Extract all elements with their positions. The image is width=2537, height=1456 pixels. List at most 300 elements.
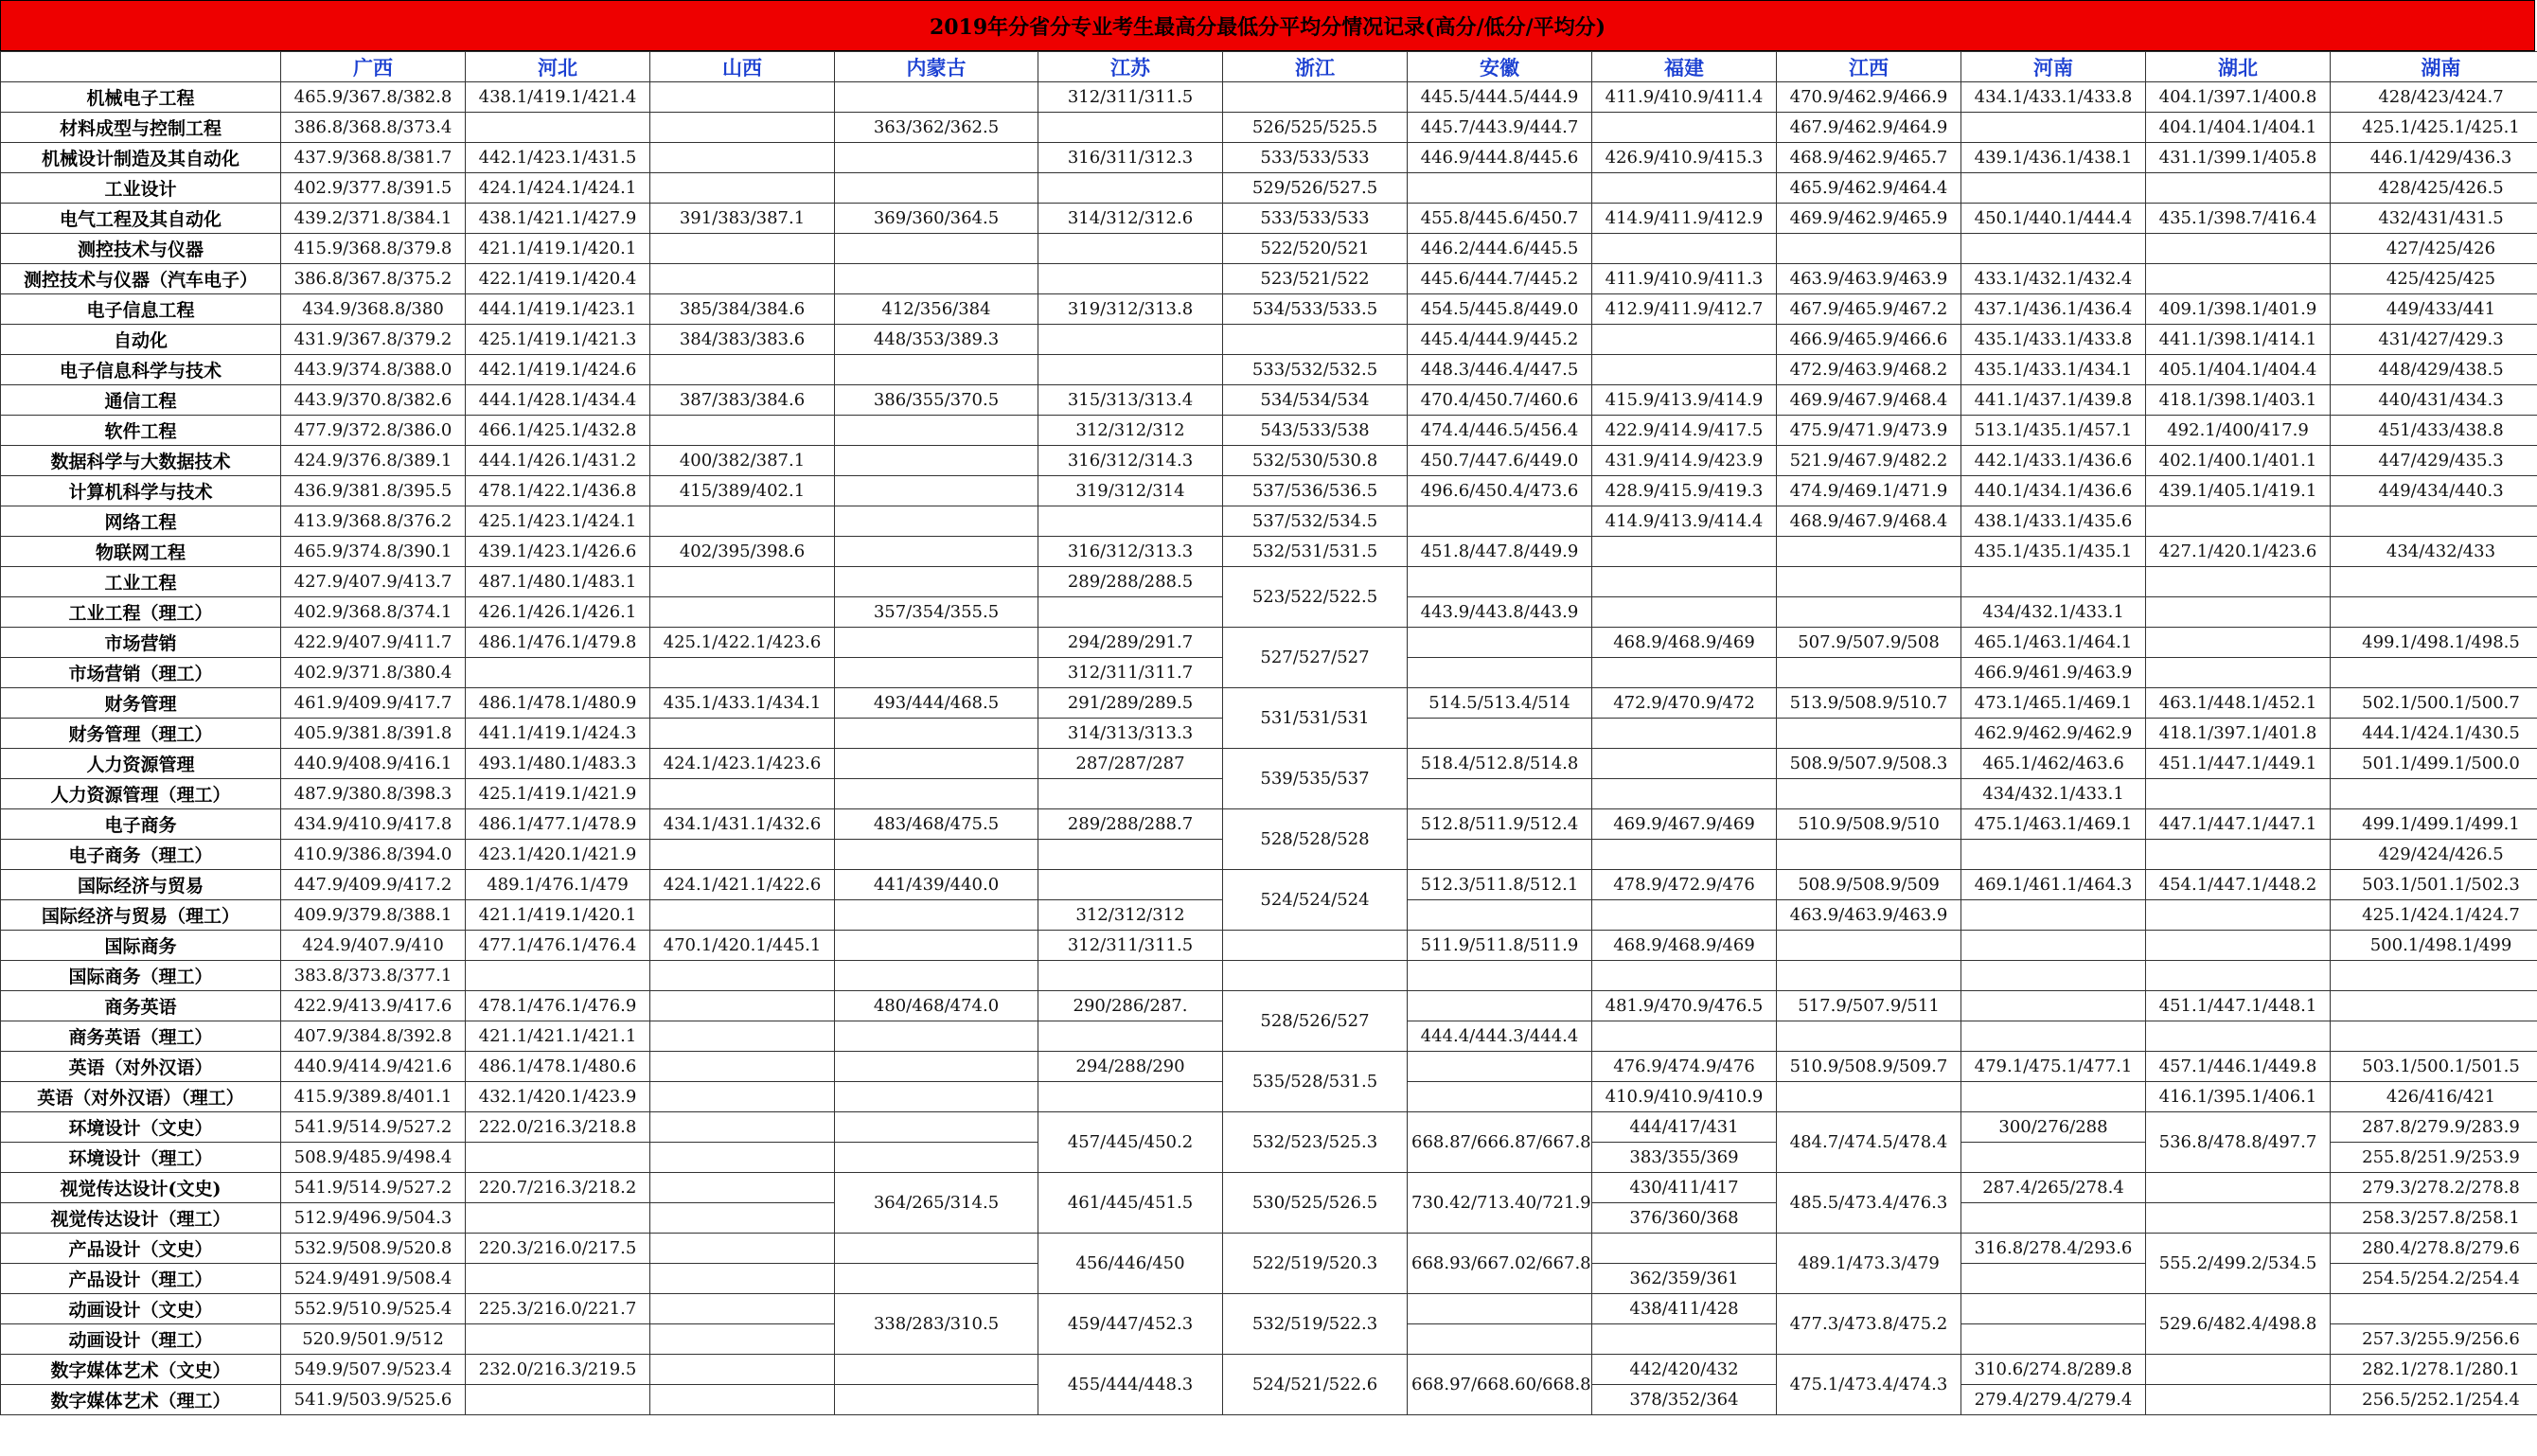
score-cell[interactable]: 486.1/476.1/479.8 xyxy=(466,628,650,658)
score-cell[interactable] xyxy=(1408,719,1592,749)
score-cell[interactable]: 465.1/463.1/464.1 xyxy=(1961,628,2146,658)
score-cell[interactable] xyxy=(650,1052,835,1082)
score-cell[interactable] xyxy=(1777,719,1961,749)
score-cell[interactable] xyxy=(1038,173,1223,204)
score-cell[interactable]: 391/383/387.1 xyxy=(650,204,835,234)
score-cell[interactable]: 425.1/425.1/425.1 xyxy=(2331,113,2537,143)
score-cell[interactable]: 279.3/278.2/278.8 xyxy=(2331,1173,2537,1203)
score-cell[interactable] xyxy=(466,113,650,143)
score-cell[interactable]: 508.9/507.9/508.3 xyxy=(1777,749,1961,779)
score-cell[interactable] xyxy=(2331,991,2537,1021)
score-cell[interactable] xyxy=(1408,1082,1592,1112)
score-cell[interactable] xyxy=(835,1143,1038,1173)
score-cell[interactable]: 314/313/313.3 xyxy=(1038,719,1223,749)
score-cell[interactable] xyxy=(835,567,1038,597)
score-cell[interactable]: 425.1/424.1/424.7 xyxy=(2331,900,2537,931)
score-cell[interactable]: 472.9/463.9/468.2 xyxy=(1777,355,1961,385)
score-cell[interactable] xyxy=(650,143,835,173)
score-cell[interactable]: 432/431/431.5 xyxy=(2331,204,2537,234)
score-cell[interactable] xyxy=(1408,658,1592,688)
score-cell[interactable]: 441.1/398.1/414.1 xyxy=(2146,325,2331,355)
score-cell[interactable]: 425/425/425 xyxy=(2331,264,2537,294)
score-cell[interactable]: 413.9/368.8/376.2 xyxy=(281,506,466,537)
score-cell[interactable]: 437.1/436.1/436.4 xyxy=(1961,294,2146,325)
score-cell[interactable]: 536.8/478.8/497.7 xyxy=(2146,1112,2331,1173)
major-name-cell[interactable]: 视觉传达设计(文史) xyxy=(1,1173,281,1203)
score-cell[interactable]: 469.9/462.9/465.9 xyxy=(1777,204,1961,234)
score-cell[interactable] xyxy=(2146,900,2331,931)
score-cell[interactable]: 316/311/312.3 xyxy=(1038,143,1223,173)
score-cell[interactable]: 477.9/372.8/386.0 xyxy=(281,416,466,446)
score-cell[interactable]: 384/383/383.6 xyxy=(650,325,835,355)
score-cell[interactable]: 291/289/289.5 xyxy=(1038,688,1223,719)
score-cell[interactable]: 500.1/498.1/499 xyxy=(2331,931,2537,961)
score-cell[interactable] xyxy=(835,749,1038,779)
major-name-cell[interactable]: 自动化 xyxy=(1,325,281,355)
score-cell[interactable]: 541.9/503.9/525.6 xyxy=(281,1385,466,1415)
score-cell[interactable]: 438/411/428 xyxy=(1592,1294,1777,1324)
score-cell[interactable] xyxy=(835,506,1038,537)
score-cell[interactable] xyxy=(2331,506,2537,537)
score-cell[interactable]: 444.1/419.1/423.1 xyxy=(466,294,650,325)
score-cell[interactable]: 512.3/511.8/512.1 xyxy=(1408,870,1592,900)
score-cell[interactable]: 465.9/462.9/464.4 xyxy=(1777,173,1961,204)
score-cell[interactable] xyxy=(466,1264,650,1294)
score-cell[interactable] xyxy=(835,173,1038,204)
score-cell[interactable]: 428.9/415.9/419.3 xyxy=(1592,476,1777,506)
score-cell[interactable]: 415.9/389.8/401.1 xyxy=(281,1082,466,1112)
score-cell[interactable]: 468.9/468.9/469 xyxy=(1592,931,1777,961)
score-cell[interactable]: 532/530/530.8 xyxy=(1223,446,1408,476)
score-cell[interactable]: 402.9/368.8/374.1 xyxy=(281,597,466,628)
score-cell[interactable]: 431/427/429.3 xyxy=(2331,325,2537,355)
score-cell[interactable]: 481.9/470.9/476.5 xyxy=(1592,991,1777,1021)
score-cell[interactable]: 510.9/508.9/510 xyxy=(1777,809,1961,840)
score-cell[interactable] xyxy=(1961,991,2146,1021)
score-cell[interactable]: 426.9/410.9/415.3 xyxy=(1592,143,1777,173)
score-cell[interactable] xyxy=(650,1082,835,1112)
score-cell[interactable]: 468.9/462.9/465.7 xyxy=(1777,143,1961,173)
major-name-cell[interactable]: 通信工程 xyxy=(1,385,281,416)
score-cell[interactable]: 449/433/441 xyxy=(2331,294,2537,325)
score-cell[interactable]: 454.1/447.1/448.2 xyxy=(2146,870,2331,900)
score-cell[interactable]: 290/286/287. xyxy=(1038,991,1223,1021)
score-cell[interactable]: 443.9/370.8/382.6 xyxy=(281,385,466,416)
major-name-cell[interactable]: 产品设计（理工） xyxy=(1,1264,281,1294)
score-cell[interactable]: 503.1/500.1/501.5 xyxy=(2331,1052,2537,1082)
score-cell[interactable] xyxy=(650,264,835,294)
score-cell[interactable]: 535/528/531.5 xyxy=(1223,1052,1408,1112)
score-cell[interactable]: 447.9/409.9/417.2 xyxy=(281,870,466,900)
score-cell[interactable] xyxy=(2146,961,2331,991)
score-cell[interactable] xyxy=(1961,173,2146,204)
province-header[interactable]: 湖南 xyxy=(2331,52,2537,82)
score-cell[interactable] xyxy=(1223,325,1408,355)
score-cell[interactable]: 421.1/421.1/421.1 xyxy=(466,1021,650,1052)
score-cell[interactable] xyxy=(1961,113,2146,143)
score-cell[interactable]: 489.1/476.1/479 xyxy=(466,870,650,900)
score-cell[interactable]: 443.9/443.8/443.9 xyxy=(1408,597,1592,628)
major-name-cell[interactable]: 产品设计（文史） xyxy=(1,1234,281,1264)
score-cell[interactable] xyxy=(1408,173,1592,204)
score-cell[interactable] xyxy=(835,537,1038,567)
score-cell[interactable]: 537/536/536.5 xyxy=(1223,476,1408,506)
score-cell[interactable] xyxy=(2331,1294,2537,1324)
score-cell[interactable]: 533/533/533 xyxy=(1223,143,1408,173)
score-cell[interactable] xyxy=(1592,1234,1777,1264)
major-name-cell[interactable]: 物联网工程 xyxy=(1,537,281,567)
score-cell[interactable] xyxy=(1038,840,1223,870)
score-cell[interactable]: 534/533/533.5 xyxy=(1223,294,1408,325)
score-cell[interactable]: 294/288/290 xyxy=(1038,1052,1223,1082)
score-cell[interactable]: 386/355/370.5 xyxy=(835,385,1038,416)
score-cell[interactable]: 414.9/413.9/414.4 xyxy=(1592,506,1777,537)
score-cell[interactable] xyxy=(2331,567,2537,597)
score-cell[interactable]: 402.1/400.1/401.1 xyxy=(2146,446,2331,476)
score-cell[interactable]: 468.9/467.9/468.4 xyxy=(1777,506,1961,537)
score-cell[interactable] xyxy=(835,628,1038,658)
score-cell[interactable]: 501.1/499.1/500.0 xyxy=(2331,749,2537,779)
score-cell[interactable]: 448/353/389.3 xyxy=(835,325,1038,355)
score-cell[interactable]: 496.6/450.4/473.6 xyxy=(1408,476,1592,506)
score-cell[interactable]: 220.7/216.3/218.2 xyxy=(466,1173,650,1203)
score-cell[interactable] xyxy=(1038,325,1223,355)
score-cell[interactable]: 541.9/514.9/527.2 xyxy=(281,1173,466,1203)
score-cell[interactable]: 448/429/438.5 xyxy=(2331,355,2537,385)
score-cell[interactable] xyxy=(2146,779,2331,809)
score-cell[interactable]: 444.4/444.3/444.4 xyxy=(1408,1021,1592,1052)
score-cell[interactable]: 424.1/423.1/423.6 xyxy=(650,749,835,779)
score-cell[interactable]: 513.1/435.1/457.1 xyxy=(1961,416,2146,446)
score-cell[interactable]: 446.9/444.8/445.6 xyxy=(1408,143,1592,173)
score-cell[interactable] xyxy=(650,991,835,1021)
score-cell[interactable]: 451.1/447.1/448.1 xyxy=(2146,991,2331,1021)
score-cell[interactable]: 434.1/433.1/433.8 xyxy=(1961,82,2146,113)
score-cell[interactable] xyxy=(1038,234,1223,264)
score-cell[interactable]: 528/526/527 xyxy=(1223,991,1408,1052)
score-cell[interactable]: 376/360/368 xyxy=(1592,1203,1777,1234)
score-cell[interactable] xyxy=(2146,931,2331,961)
score-cell[interactable]: 364/265/314.5 xyxy=(835,1173,1038,1234)
score-cell[interactable] xyxy=(1592,779,1777,809)
score-cell[interactable] xyxy=(1777,597,1961,628)
score-cell[interactable]: 404.1/397.1/400.8 xyxy=(2146,82,2331,113)
score-cell[interactable]: 552.9/510.9/525.4 xyxy=(281,1294,466,1324)
major-name-cell[interactable]: 数据科学与大数据技术 xyxy=(1,446,281,476)
score-cell[interactable] xyxy=(650,900,835,931)
score-cell[interactable]: 442.1/433.1/436.6 xyxy=(1961,446,2146,476)
score-cell[interactable]: 427.9/407.9/413.7 xyxy=(281,567,466,597)
score-cell[interactable]: 440/431/434.3 xyxy=(2331,385,2537,416)
score-cell[interactable]: 312/311/311.5 xyxy=(1038,82,1223,113)
score-cell[interactable]: 441/439/440.0 xyxy=(835,870,1038,900)
score-cell[interactable] xyxy=(1592,537,1777,567)
score-cell[interactable] xyxy=(1592,1021,1777,1052)
score-cell[interactable]: 529.6/482.4/498.8 xyxy=(2146,1294,2331,1355)
score-cell[interactable]: 426.1/426.1/426.1 xyxy=(466,597,650,628)
score-cell[interactable] xyxy=(466,1203,650,1234)
score-cell[interactable] xyxy=(2146,173,2331,204)
score-cell[interactable]: 499.1/499.1/499.1 xyxy=(2331,809,2537,840)
score-cell[interactable]: 522/519/520.3 xyxy=(1223,1234,1408,1294)
score-cell[interactable]: 409.1/398.1/401.9 xyxy=(2146,294,2331,325)
score-cell[interactable] xyxy=(650,961,835,991)
score-cell[interactable]: 280.4/278.8/279.6 xyxy=(2331,1234,2537,1264)
score-cell[interactable]: 441.1/437.1/439.8 xyxy=(1961,385,2146,416)
score-cell[interactable] xyxy=(1408,1052,1592,1082)
score-cell[interactable] xyxy=(1592,840,1777,870)
score-cell[interactable] xyxy=(650,416,835,446)
score-cell[interactable]: 730.42/713.40/721.9 xyxy=(1408,1173,1592,1234)
score-cell[interactable] xyxy=(2146,1173,2331,1203)
score-cell[interactable]: 222.0/216.3/218.8 xyxy=(466,1112,650,1143)
score-cell[interactable] xyxy=(650,1234,835,1264)
score-cell[interactable] xyxy=(1592,719,1777,749)
score-cell[interactable]: 480/468/474.0 xyxy=(835,991,1038,1021)
score-cell[interactable]: 424.1/424.1/424.1 xyxy=(466,173,650,204)
score-cell[interactable]: 439.1/436.1/438.1 xyxy=(1961,143,2146,173)
score-cell[interactable]: 457.1/446.1/449.8 xyxy=(2146,1052,2331,1082)
score-cell[interactable]: 411.9/410.9/411.4 xyxy=(1592,82,1777,113)
score-cell[interactable]: 410.9/386.8/394.0 xyxy=(281,840,466,870)
score-cell[interactable] xyxy=(835,840,1038,870)
score-cell[interactable] xyxy=(650,355,835,385)
major-name-cell[interactable]: 材料成型与控制工程 xyxy=(1,113,281,143)
major-name-cell[interactable]: 机械设计制造及其自动化 xyxy=(1,143,281,173)
score-cell[interactable] xyxy=(1408,900,1592,931)
score-cell[interactable]: 435.1/433.1/433.8 xyxy=(1961,325,2146,355)
major-name-cell[interactable]: 商务英语 xyxy=(1,991,281,1021)
score-cell[interactable]: 477.3/473.8/475.2 xyxy=(1777,1294,1961,1355)
score-cell[interactable]: 470.1/420.1/445.1 xyxy=(650,931,835,961)
score-cell[interactable]: 447/429/435.3 xyxy=(2331,446,2537,476)
score-cell[interactable]: 427.1/420.1/423.6 xyxy=(2146,537,2331,567)
score-cell[interactable]: 312/311/311.5 xyxy=(1038,931,1223,961)
major-name-cell[interactable]: 国际经济与贸易（理工） xyxy=(1,900,281,931)
score-cell[interactable] xyxy=(1408,506,1592,537)
score-cell[interactable]: 549.9/507.9/523.4 xyxy=(281,1355,466,1385)
score-cell[interactable] xyxy=(466,658,650,688)
score-cell[interactable]: 511.9/511.8/511.9 xyxy=(1408,931,1592,961)
major-name-cell[interactable]: 英语（对外汉语）（理工） xyxy=(1,1082,281,1112)
score-cell[interactable]: 294/289/291.7 xyxy=(1038,628,1223,658)
score-cell[interactable] xyxy=(2146,567,2331,597)
score-cell[interactable]: 415/389/402.1 xyxy=(650,476,835,506)
score-cell[interactable] xyxy=(1961,840,2146,870)
score-cell[interactable]: 478.1/422.1/436.8 xyxy=(466,476,650,506)
major-name-cell[interactable]: 财务管理（理工） xyxy=(1,719,281,749)
score-cell[interactable]: 422.1/419.1/420.4 xyxy=(466,264,650,294)
score-cell[interactable] xyxy=(835,143,1038,173)
score-cell[interactable] xyxy=(1777,779,1961,809)
score-cell[interactable]: 405.9/381.8/391.8 xyxy=(281,719,466,749)
score-cell[interactable]: 474.4/446.5/456.4 xyxy=(1408,416,1592,446)
score-cell[interactable]: 514.5/513.4/514 xyxy=(1408,688,1592,719)
province-header[interactable]: 内蒙古 xyxy=(835,52,1038,82)
score-cell[interactable]: 533/532/532.5 xyxy=(1223,355,1408,385)
major-name-cell[interactable]: 市场营销 xyxy=(1,628,281,658)
score-cell[interactable]: 457/445/450.2 xyxy=(1038,1112,1223,1173)
score-cell[interactable]: 310.6/274.8/289.8 xyxy=(1961,1355,2146,1385)
score-cell[interactable] xyxy=(650,1264,835,1294)
score-cell[interactable] xyxy=(835,1355,1038,1385)
score-cell[interactable] xyxy=(1592,325,1777,355)
score-cell[interactable]: 431.9/414.9/423.9 xyxy=(1592,446,1777,476)
score-cell[interactable]: 386.8/367.8/375.2 xyxy=(281,264,466,294)
score-cell[interactable]: 456/446/450 xyxy=(1038,1234,1223,1294)
score-cell[interactable]: 523/521/522 xyxy=(1223,264,1408,294)
score-cell[interactable]: 462.9/462.9/462.9 xyxy=(1961,719,2146,749)
score-cell[interactable] xyxy=(835,900,1038,931)
score-cell[interactable]: 258.3/257.8/258.1 xyxy=(2331,1203,2537,1234)
score-cell[interactable]: 459/447/452.3 xyxy=(1038,1294,1223,1355)
province-header[interactable]: 江苏 xyxy=(1038,52,1223,82)
score-cell[interactable]: 421.1/419.1/420.1 xyxy=(466,900,650,931)
score-cell[interactable] xyxy=(2146,840,2331,870)
score-cell[interactable] xyxy=(835,658,1038,688)
score-cell[interactable] xyxy=(650,1203,835,1234)
score-cell[interactable] xyxy=(1961,931,2146,961)
score-cell[interactable] xyxy=(1961,961,2146,991)
score-cell[interactable]: 441.1/419.1/424.3 xyxy=(466,719,650,749)
score-cell[interactable] xyxy=(2146,1021,2331,1052)
score-cell[interactable]: 513.9/508.9/510.7 xyxy=(1777,688,1961,719)
score-cell[interactable]: 422.9/414.9/417.5 xyxy=(1592,416,1777,446)
score-cell[interactable]: 484.7/474.5/478.4 xyxy=(1777,1112,1961,1173)
score-cell[interactable] xyxy=(650,1355,835,1385)
score-cell[interactable] xyxy=(2331,1021,2537,1052)
score-cell[interactable]: 448.3/446.4/447.5 xyxy=(1408,355,1592,385)
score-cell[interactable]: 402/395/398.6 xyxy=(650,537,835,567)
score-cell[interactable]: 668.87/666.87/667.8 xyxy=(1408,1112,1592,1173)
score-cell[interactable]: 451.8/447.8/449.9 xyxy=(1408,537,1592,567)
score-cell[interactable] xyxy=(1223,931,1408,961)
major-name-cell[interactable]: 英语（对外汉语） xyxy=(1,1052,281,1082)
score-cell[interactable]: 418.1/398.1/403.1 xyxy=(2146,385,2331,416)
score-cell[interactable] xyxy=(1777,537,1961,567)
score-cell[interactable] xyxy=(1961,1294,2146,1324)
score-cell[interactable] xyxy=(650,1324,835,1355)
province-header[interactable]: 浙江 xyxy=(1223,52,1408,82)
score-cell[interactable] xyxy=(2146,1355,2331,1385)
score-cell[interactable]: 541.9/514.9/527.2 xyxy=(281,1112,466,1143)
score-cell[interactable] xyxy=(2331,658,2537,688)
score-cell[interactable]: 434/432/433 xyxy=(2331,537,2537,567)
score-cell[interactable]: 289/288/288.7 xyxy=(1038,809,1223,840)
score-cell[interactable]: 287.4/265/278.4 xyxy=(1961,1173,2146,1203)
score-cell[interactable] xyxy=(1592,173,1777,204)
score-cell[interactable]: 425.1/419.1/421.3 xyxy=(466,325,650,355)
score-cell[interactable]: 225.3/216.0/221.7 xyxy=(466,1294,650,1324)
score-cell[interactable]: 434.9/410.9/417.8 xyxy=(281,809,466,840)
score-cell[interactable]: 450.7/447.6/449.0 xyxy=(1408,446,1592,476)
score-cell[interactable]: 470.4/450.7/460.6 xyxy=(1408,385,1592,416)
score-cell[interactable] xyxy=(1408,961,1592,991)
score-cell[interactable]: 475.1/473.4/474.3 xyxy=(1777,1355,1961,1415)
score-cell[interactable]: 485.5/473.4/476.3 xyxy=(1777,1173,1961,1234)
score-cell[interactable]: 454.5/445.8/449.0 xyxy=(1408,294,1592,325)
score-cell[interactable]: 438.1/433.1/435.6 xyxy=(1961,506,2146,537)
province-header[interactable]: 安徽 xyxy=(1408,52,1592,82)
score-cell[interactable]: 338/283/310.5 xyxy=(835,1294,1038,1355)
score-cell[interactable] xyxy=(650,597,835,628)
score-cell[interactable]: 409.9/379.8/388.1 xyxy=(281,900,466,931)
province-header[interactable]: 山西 xyxy=(650,52,835,82)
score-cell[interactable] xyxy=(466,1324,650,1355)
score-cell[interactable]: 407.9/384.8/392.8 xyxy=(281,1021,466,1052)
score-cell[interactable] xyxy=(1592,234,1777,264)
score-cell[interactable] xyxy=(835,1082,1038,1112)
score-cell[interactable] xyxy=(1777,1021,1961,1052)
score-cell[interactable] xyxy=(1592,961,1777,991)
province-header[interactable]: 河南 xyxy=(1961,52,2146,82)
score-cell[interactable]: 499.1/498.1/498.5 xyxy=(2331,628,2537,658)
score-cell[interactable] xyxy=(835,476,1038,506)
score-cell[interactable]: 443.9/374.8/388.0 xyxy=(281,355,466,385)
score-cell[interactable]: 430/411/417 xyxy=(1592,1173,1777,1203)
score-cell[interactable]: 521.9/467.9/482.2 xyxy=(1777,446,1961,476)
major-name-cell[interactable]: 工业工程（理工） xyxy=(1,597,281,628)
score-cell[interactable]: 444/417/431 xyxy=(1592,1112,1777,1143)
score-cell[interactable]: 435.1/435.1/435.1 xyxy=(1961,537,2146,567)
score-cell[interactable]: 402.9/371.8/380.4 xyxy=(281,658,466,688)
score-cell[interactable] xyxy=(1592,567,1777,597)
score-cell[interactable]: 315/313/313.4 xyxy=(1038,385,1223,416)
score-cell[interactable] xyxy=(1592,658,1777,688)
score-cell[interactable]: 520.9/501.9/512 xyxy=(281,1324,466,1355)
score-cell[interactable] xyxy=(1038,961,1223,991)
major-name-cell[interactable]: 计算机科学与技术 xyxy=(1,476,281,506)
score-cell[interactable] xyxy=(650,1143,835,1173)
score-cell[interactable] xyxy=(1592,900,1777,931)
score-cell[interactable]: 469.9/467.9/468.4 xyxy=(1777,385,1961,416)
major-name-cell[interactable]: 国际商务 xyxy=(1,931,281,961)
score-cell[interactable]: 478.1/476.1/476.9 xyxy=(466,991,650,1021)
score-cell[interactable] xyxy=(835,1264,1038,1294)
score-cell[interactable] xyxy=(2146,1385,2331,1415)
major-name-cell[interactable]: 机械电子工程 xyxy=(1,82,281,113)
score-cell[interactable]: 466.9/461.9/463.9 xyxy=(1961,658,2146,688)
score-cell[interactable] xyxy=(1777,961,1961,991)
score-cell[interactable] xyxy=(1408,991,1592,1021)
major-name-cell[interactable]: 网络工程 xyxy=(1,506,281,537)
score-cell[interactable] xyxy=(1038,870,1223,900)
province-header[interactable]: 广西 xyxy=(281,52,466,82)
major-name-cell[interactable]: 国际经济与贸易 xyxy=(1,870,281,900)
score-cell[interactable] xyxy=(2146,264,2331,294)
score-cell[interactable]: 434.9/368.8/380 xyxy=(281,294,466,325)
major-name-cell[interactable]: 视觉传达设计（理工） xyxy=(1,1203,281,1234)
score-cell[interactable]: 486.1/478.1/480.9 xyxy=(466,688,650,719)
score-cell[interactable]: 357/354/355.5 xyxy=(835,597,1038,628)
score-cell[interactable] xyxy=(1961,1203,2146,1234)
score-cell[interactable]: 423.1/420.1/421.9 xyxy=(466,840,650,870)
major-name-cell[interactable]: 软件工程 xyxy=(1,416,281,446)
score-cell[interactable] xyxy=(650,1112,835,1143)
score-cell[interactable] xyxy=(1038,1082,1223,1112)
score-cell[interactable] xyxy=(1777,840,1961,870)
score-cell[interactable] xyxy=(2146,1203,2331,1234)
score-cell[interactable] xyxy=(1777,567,1961,597)
score-cell[interactable] xyxy=(835,1052,1038,1082)
score-cell[interactable]: 435.1/433.1/434.1 xyxy=(1961,355,2146,385)
score-cell[interactable]: 445.5/444.5/444.9 xyxy=(1408,82,1592,113)
score-cell[interactable]: 254.5/254.2/254.4 xyxy=(2331,1264,2537,1294)
score-cell[interactable]: 531/531/531 xyxy=(1223,688,1408,749)
score-cell[interactable] xyxy=(2331,779,2537,809)
score-cell[interactable]: 442.1/423.1/431.5 xyxy=(466,143,650,173)
score-cell[interactable]: 527/527/527 xyxy=(1223,628,1408,688)
